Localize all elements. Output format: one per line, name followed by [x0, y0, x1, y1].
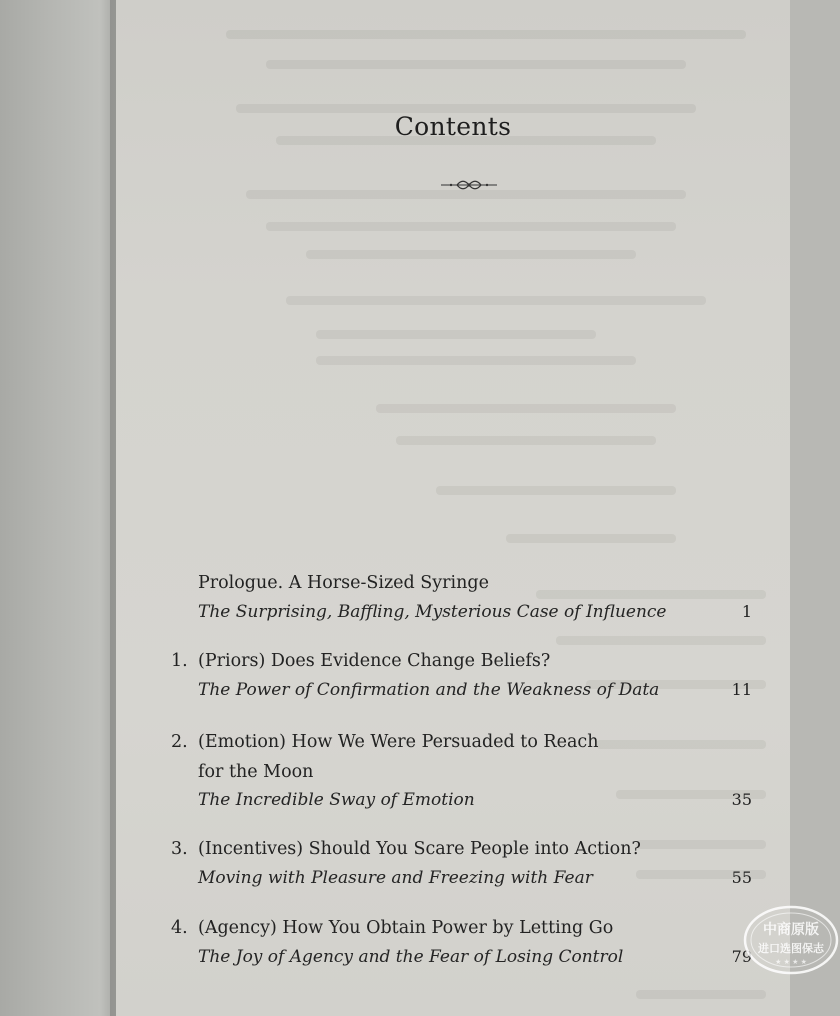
entry-heading: (Incentives) Should You Scare People into Action? — [198, 839, 641, 859]
entry-subtitle: The Power of Confirmation and the Weakness of Data — [198, 680, 660, 700]
svg-text:★ ★ ★ ★: ★ ★ ★ ★ — [775, 958, 807, 966]
chapter-number: 1. — [171, 651, 188, 671]
entry-heading: (Priors) Does Evidence Change Beliefs? — [198, 651, 551, 671]
contents-page — [116, 0, 824, 1016]
entry-heading: Prologue. A Horse-Sized Syringe — [198, 573, 489, 593]
left-page — [0, 0, 116, 1016]
show-through-text — [116, 0, 790, 1016]
chapter-number: 4. — [171, 918, 188, 938]
entry-heading: (Emotion) How We Were Persuaded to Reach — [198, 732, 599, 752]
entry-page-number: 79 — [731, 947, 752, 966]
chapter-number: 2. — [171, 732, 188, 752]
ornament-divider-icon — [439, 178, 499, 192]
entry-heading-continued: for the Moon — [198, 762, 314, 782]
watermark-stamp-icon — [742, 904, 840, 976]
entry-subtitle: Moving with Pleasure and Freezing with Fear — [198, 868, 593, 888]
entry-page-number: 1 — [741, 602, 752, 621]
entry-heading: (Agency) How You Obtain Power by Letting Go — [198, 918, 614, 938]
chapter-number: 3. — [171, 839, 188, 859]
entry-subtitle: The Surprising, Baffling, Mysterious Case of Influence — [198, 602, 667, 622]
entry-subtitle: The Joy of Agency and the Fear of Losing Control — [198, 947, 624, 967]
entry-page-number: 55 — [731, 868, 752, 887]
stamp-line-2: 进口选图保志 — [758, 942, 824, 955]
entry-subtitle: The Incredible Sway of Emotion — [198, 790, 475, 810]
page-title: Contents — [394, 112, 512, 141]
stamp-line-1: 中商原版 — [763, 922, 819, 938]
entry-page-number: 11 — [731, 680, 752, 699]
entry-page-number: 35 — [731, 790, 752, 809]
